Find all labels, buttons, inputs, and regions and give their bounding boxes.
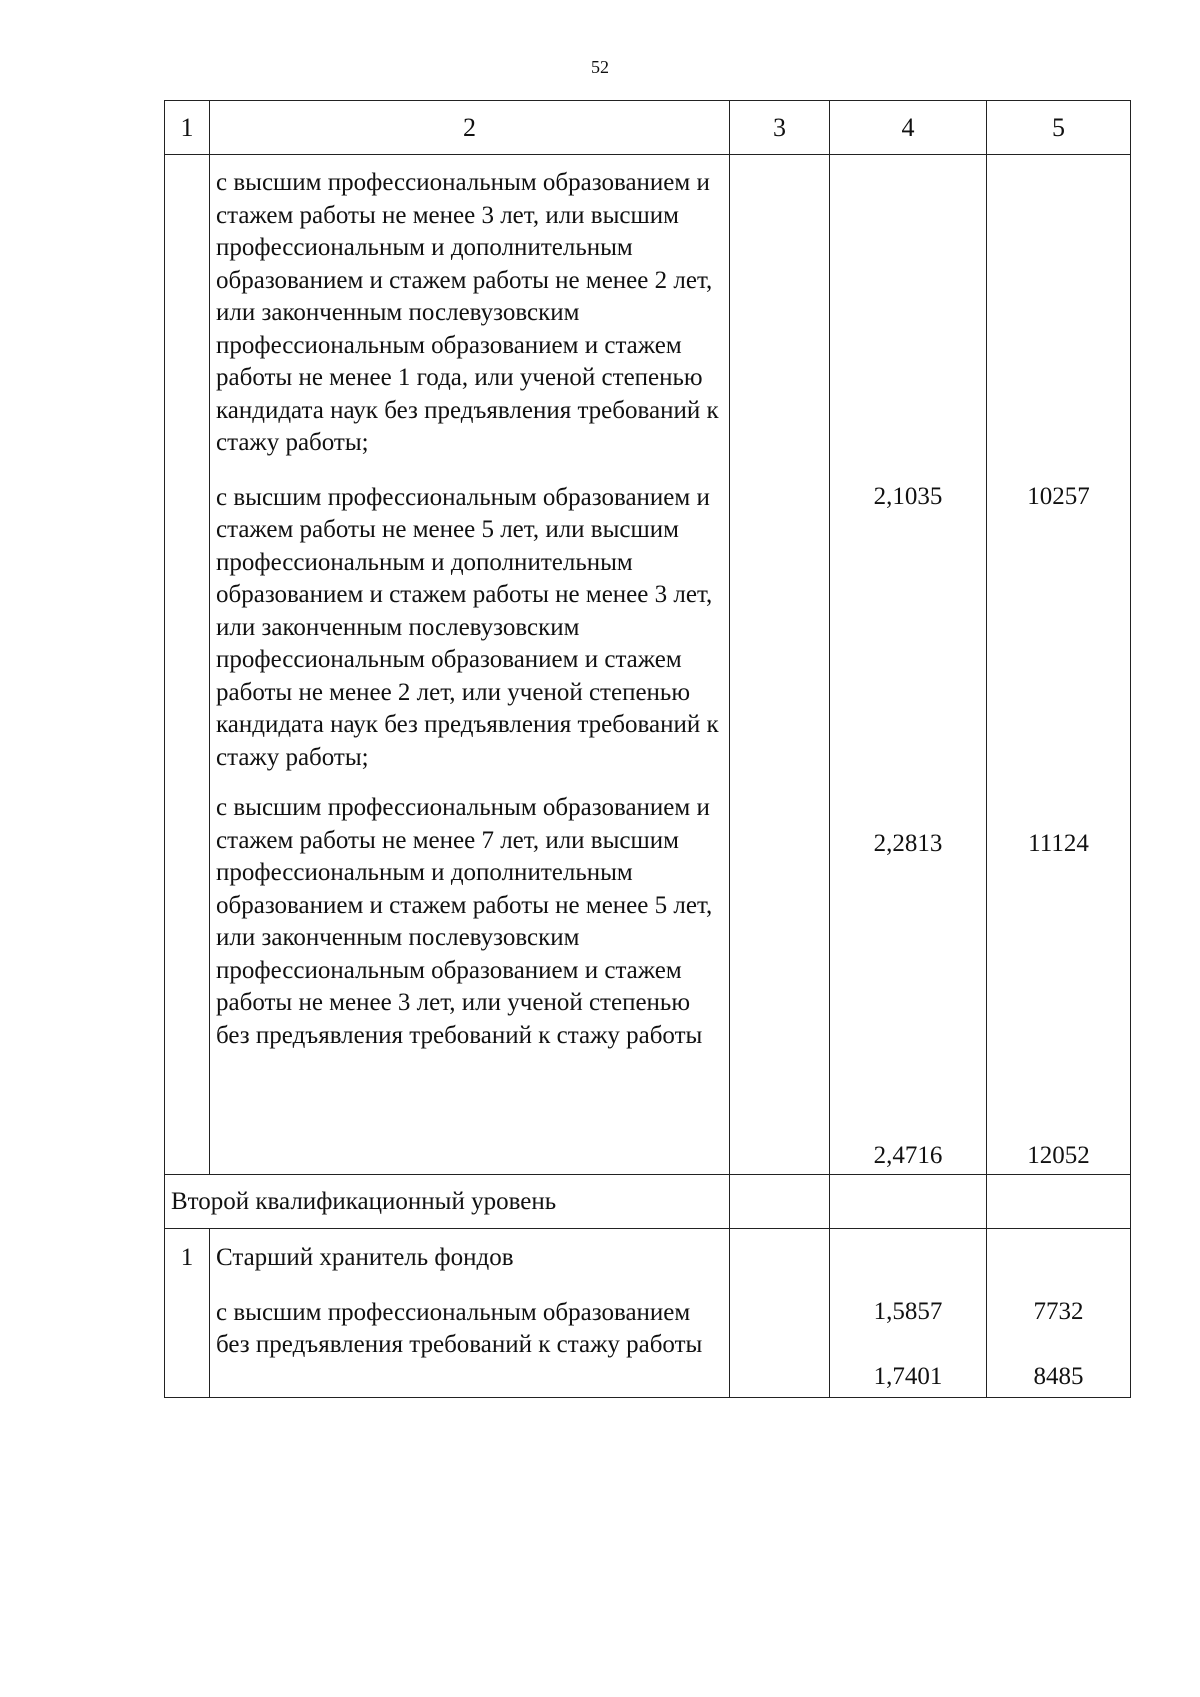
coefficient-cell: [830, 1229, 987, 1398]
level-title-cell: [165, 1175, 730, 1229]
empty-cell: [987, 1175, 1131, 1229]
salary-value: 10257: [1027, 483, 1090, 510]
description-cell: [210, 155, 730, 1175]
coefficient-value: 2,4716: [873, 1142, 943, 1169]
header-cell-2: 2: [210, 101, 730, 155]
coefficient-value: 2,2813: [873, 830, 943, 857]
table-row: [165, 155, 1131, 1175]
table-header-row: [165, 101, 1131, 155]
requirement-text-2: с высшим профессиональным образованием и стажем работы не менее 5 лет, или высшим профессиональным и дополнительным образованием и стажем работы не менее 3 лет, или законченным послевузовским профессиональным образованием и стажем работы не менее 2 лет, или ученой степенью кандидата наук без предъявления требований к стажу работы;: [216, 483, 719, 771]
empty-cell: [730, 1175, 830, 1229]
requirement-text-3: с высшим профессиональным образованием и стажем работы не менее 7 лет, или высшим профессиональным и дополнительным образованием и стажем работы не менее 5 лет, или законченным послевузовским профессиональным образованием и стажем работы не менее 3 лет, или ученой степенью без предъявления требований к стажу работы: [216, 794, 713, 1049]
coefficient-value: 1,7401: [873, 1363, 943, 1390]
header-cell-1: 1: [165, 101, 210, 155]
index-cell: [165, 155, 210, 1175]
row-index: 1: [180, 1244, 194, 1271]
qualification-table: [164, 100, 1131, 1398]
header-cell-3: 3: [730, 101, 830, 155]
requirement-text-4: с высшим профессиональным образованием без предъявления требований к стажу работы: [216, 1298, 703, 1358]
description-cell: [210, 1229, 730, 1398]
header-cell-4: 4: [830, 101, 987, 155]
table-row: [165, 1175, 1131, 1229]
table-row: [165, 1229, 1131, 1398]
position-name: Старший хранитель фондов: [216, 1244, 514, 1271]
level-title: Второй квалификационный уровень: [171, 1187, 557, 1215]
salary-value: 7732: [1033, 1298, 1084, 1325]
coefficient-value: 1,5857: [873, 1298, 943, 1325]
requirement-text-1: с высшим профессиональным образованием и стажем работы не менее 3 лет, или высшим профессиональным и дополнительным образованием и стажем работы не менее 2 лет, или законченным послевузовским профессиональным образованием и стажем работы не менее 1 года, или ученой степенью кандидата наук без предъявления требований к стажу работы;: [216, 169, 719, 456]
empty-cell: [730, 1229, 830, 1398]
salary-value: 11124: [1028, 830, 1089, 857]
salary-cell: [987, 155, 1131, 1175]
empty-cell: [730, 155, 830, 1175]
salary-cell: [987, 1229, 1131, 1398]
header-cell-5: 5: [987, 101, 1131, 155]
salary-value: 12052: [1027, 1142, 1090, 1169]
page-number: 52: [591, 57, 609, 77]
salary-value: 8485: [1033, 1363, 1084, 1390]
coefficient-cell: [830, 155, 987, 1175]
index-cell: [165, 1229, 210, 1398]
coefficient-value: 2,1035: [873, 483, 943, 510]
empty-cell: [830, 1175, 987, 1229]
